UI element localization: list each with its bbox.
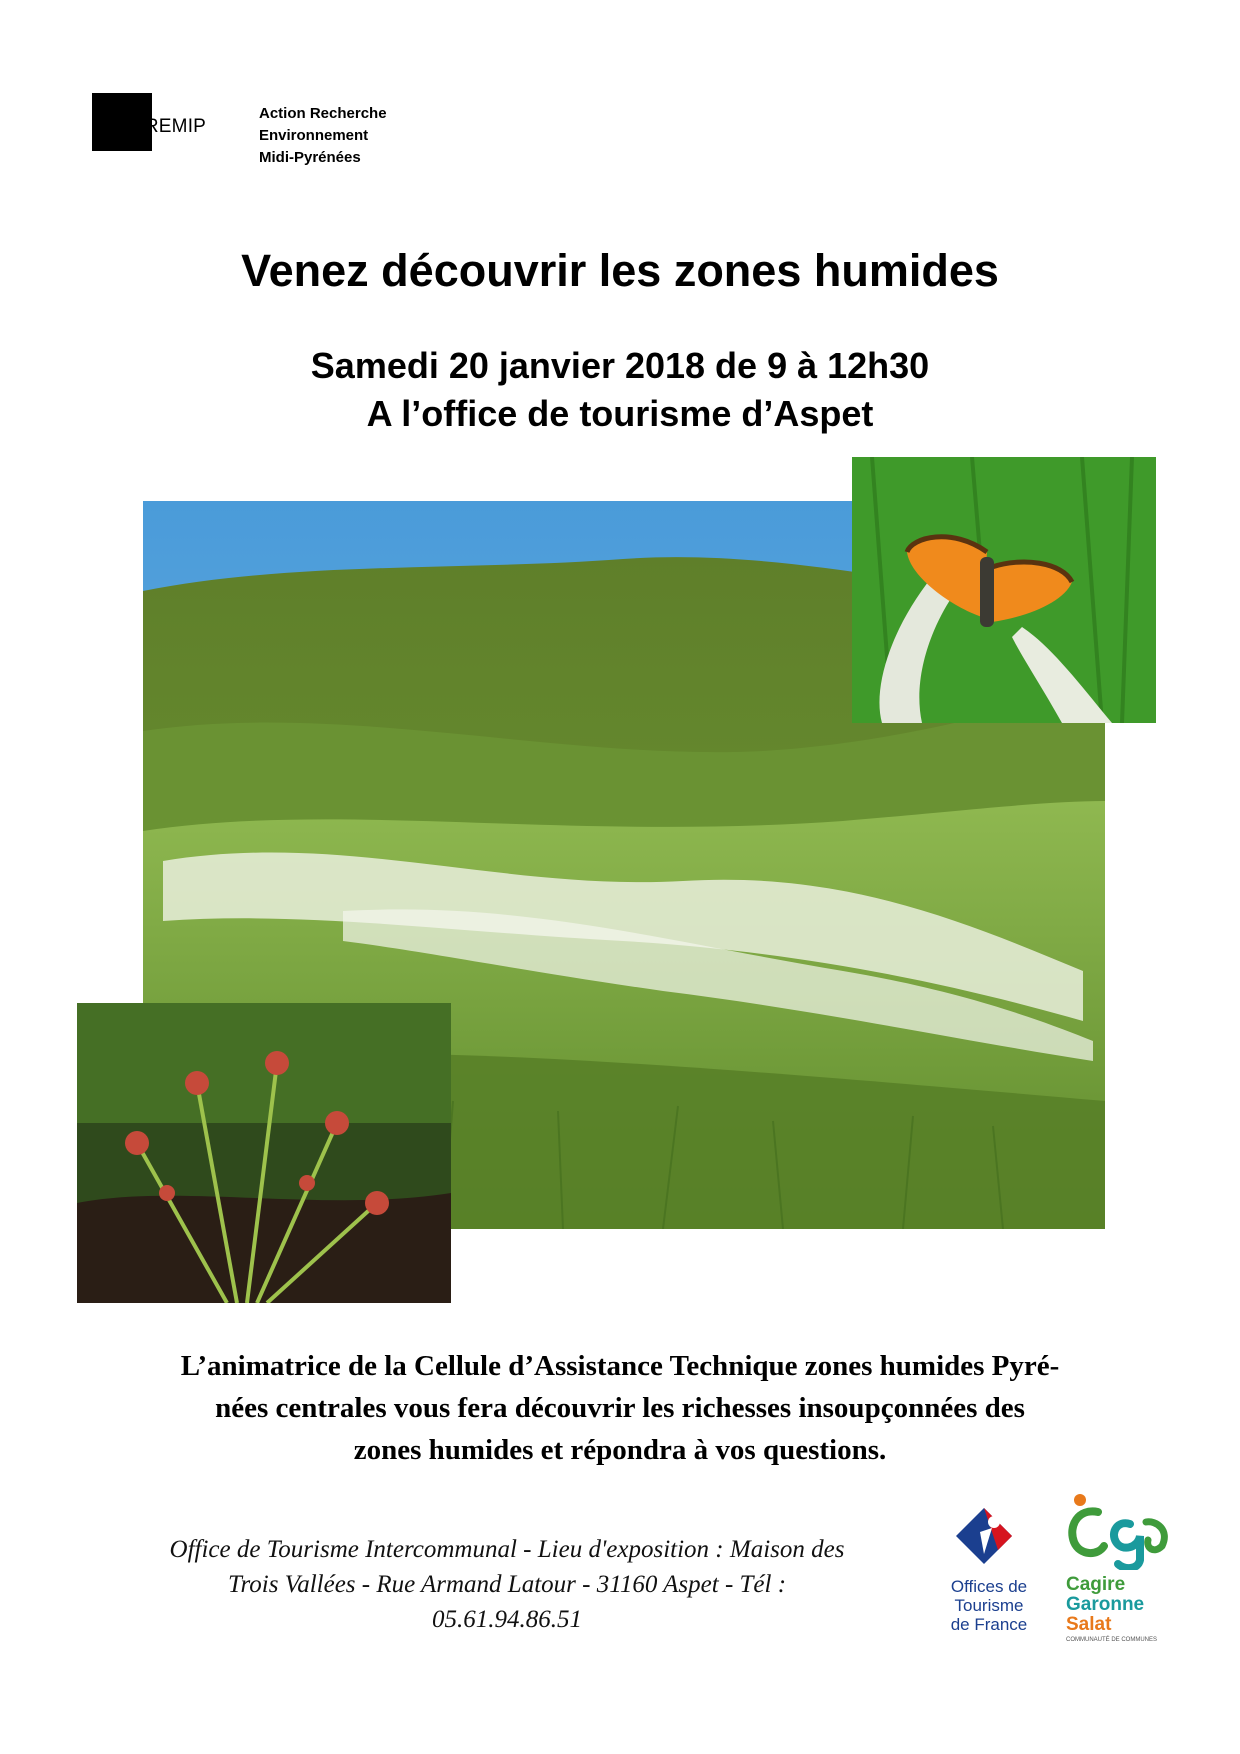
otf-line-3: de France	[950, 1615, 1028, 1634]
organisation-name	[259, 103, 387, 169]
otf-line-2: Tourisme	[954, 1596, 1024, 1615]
otf-line-1: Offices de	[950, 1577, 1028, 1596]
description-line-1: L’animatrice de la Cellule d’Assistance Technique zones humides Pyré-	[180, 1350, 1060, 1382]
orange-butterfly-photo	[852, 457, 1156, 723]
org-line-1: Action Recherche	[259, 105, 387, 122]
tourism-emblem-icon	[934, 1502, 1044, 1572]
headline: Venez découvrir les zones humides	[241, 245, 999, 296]
address-line-1: Office de Tourisme Intercommunal - Lieu d'exposition : Maison des	[169, 1536, 845, 1563]
description-line-3: zones humides et répondra à vos questions.	[353, 1434, 887, 1466]
ccg-line-1: Cagire	[1066, 1574, 1126, 1595]
ccg-emblem-icon	[1058, 1490, 1178, 1570]
offices-de-tourisme-logo	[934, 1502, 1044, 1642]
ccg-line-2: Garonne	[1066, 1594, 1145, 1615]
org-line-3: Midi-Pyrénées	[259, 149, 361, 166]
aremip-logo-text: AREMIP	[132, 116, 207, 137]
ccg-small-line: COMMUNAUTÉ DE COMMUNES	[1066, 1637, 1157, 1643]
event-place: A l’office de tourisme d’Aspet	[366, 393, 874, 434]
address-line-2: Trois Vallées - Rue Armand Latour - 31160 Aspet - Tél :	[227, 1571, 787, 1598]
org-line-2: Environnement	[259, 127, 369, 144]
ccg-line-3: Salat	[1066, 1614, 1112, 1635]
event-date: Samedi 20 janvier 2018 de 9 à 12h30	[310, 345, 930, 386]
event-description	[0, 1345, 1240, 1471]
address-line-3: 05.61.94.86.51	[432, 1606, 582, 1633]
office-address	[92, 1532, 922, 1637]
sundew-plant-photo	[77, 1003, 451, 1303]
description-line-2: nées centrales vous fera découvrir les richesses insoupçonnées des	[215, 1392, 1025, 1424]
cagire-garonne-salat-logo	[1058, 1490, 1178, 1650]
